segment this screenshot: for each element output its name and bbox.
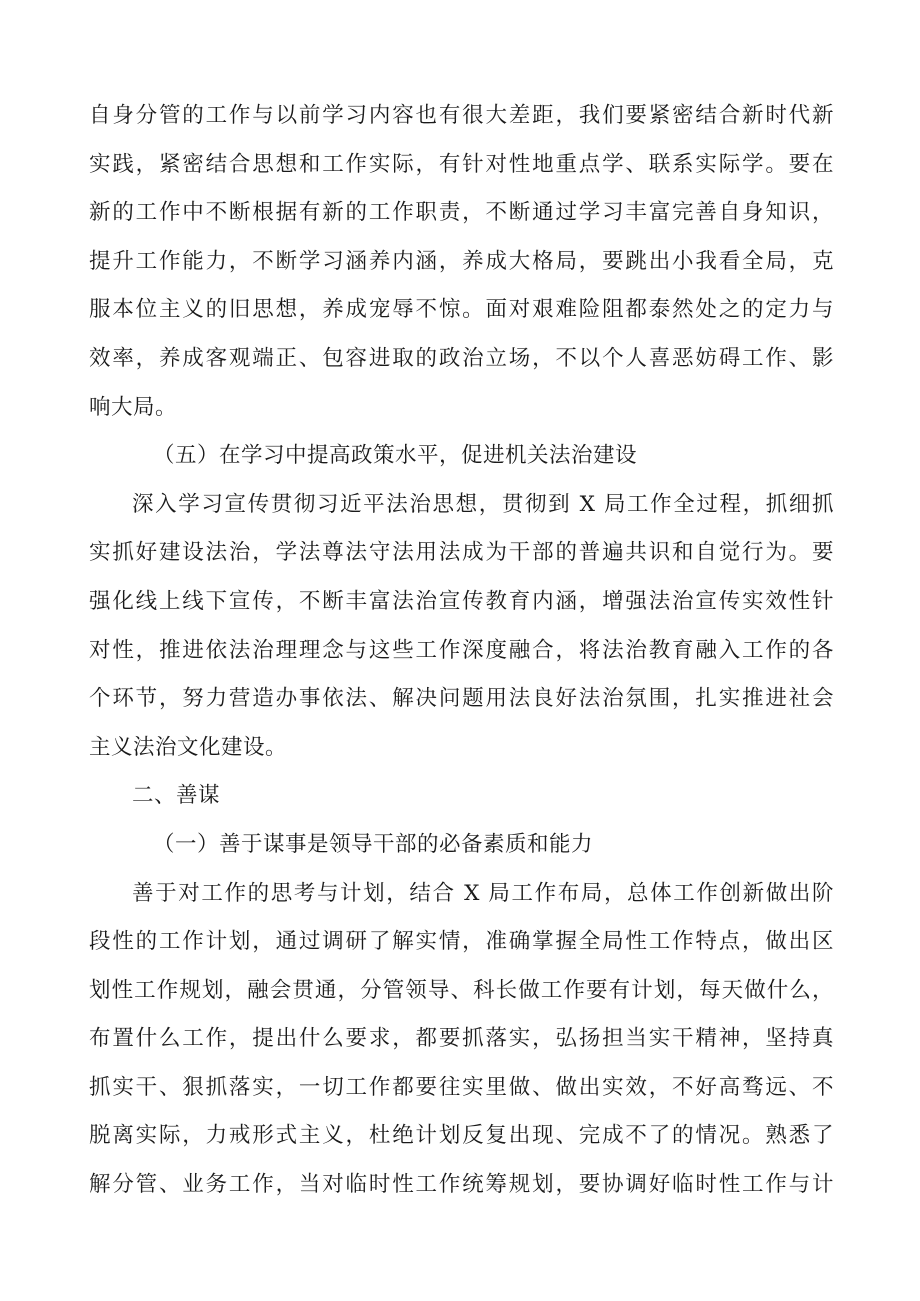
- subsection-heading-5: （五）在学习中提高政策水平，促进机关法治建设: [153, 443, 638, 469]
- paragraph-line: 响大局。: [89, 394, 178, 420]
- paragraph-line: 提升工作能力，不断学习涵养内涵，养成大格局，要跳出小我看全局，克: [89, 248, 834, 274]
- document-body: [89, 92, 834, 1210]
- paragraph-line: 脱离实际，力戒形式主义，杜绝计划反复出现、完成不了的情况。熟悉了: [89, 1123, 834, 1149]
- paragraph-line: 对性，推进依法治理理念与这些工作深度融合，将法治教育融入工作的各: [89, 637, 834, 663]
- paragraph-line: 效率，养成客观端正、包容进取的政治立场，不以个人喜恶妨碍工作、影: [89, 345, 834, 371]
- paragraph-line: 解分管、业务工作，当对临时性工作统筹规划，要协调好临时性工作与计: [89, 1172, 834, 1198]
- paragraph-line: 服本位主义的旧思想，养成宠辱不惊。面对艰难险阻都泰然处之的定力与: [89, 297, 834, 323]
- section-heading-2: 二、善谋: [132, 783, 221, 809]
- subsection-heading-1: （一）善于谋事是领导干部的必备素质和能力: [153, 831, 594, 857]
- paragraph-line: 新的工作中不断根据有新的工作职责，不断通过学习丰富完善自身知识，: [89, 200, 834, 226]
- paragraph-line: 自身分管的工作与以前学习内容也有很大差距，我们要紧密结合新时代新: [89, 103, 834, 128]
- paragraph-line: 抓实干、狠抓落实，一切工作都要往实里做、做出实效，不好高骛远、不: [89, 1074, 834, 1100]
- paragraph-line: 主义法治文化建设。: [89, 734, 288, 760]
- paragraph-line: 实践，紧密结合思想和工作实际，有针对性地重点学、联系实际学。要在: [89, 151, 834, 177]
- paragraph-line: 段性的工作计划，通过调研了解实情，准确掌握全局性工作特点，做出区: [89, 929, 834, 955]
- paragraph-line: 划性工作规划，融会贯通，分管领导、科长做工作要有计划，每天做什么，: [89, 977, 834, 1003]
- paragraph-line: 个环节，努力营造办事依法、解决问题用法良好法治氛围，扎实推进社会: [89, 686, 834, 712]
- paragraph-line: 强化线上线下宣传，不断丰富法治宣传教育内涵，增强法治宣传实效性针: [89, 588, 834, 614]
- paragraph-line: 布置什么工作，提出什么要求，都要抓落实，弘扬担当实干精神，坚持真: [89, 1026, 834, 1052]
- paragraph-line: 实抓好建设法治，学法尊法守法用法成为干部的普遍共识和自觉行为。要: [89, 540, 834, 566]
- paragraph-line: 深入学习宣传贯彻习近平法治思想，贯彻到 X 局工作全过程，抓细抓: [132, 491, 834, 517]
- paragraph-line: 善于对工作的思考与计划，结合 X 局工作布局，总体工作创新做出阶: [132, 880, 834, 906]
